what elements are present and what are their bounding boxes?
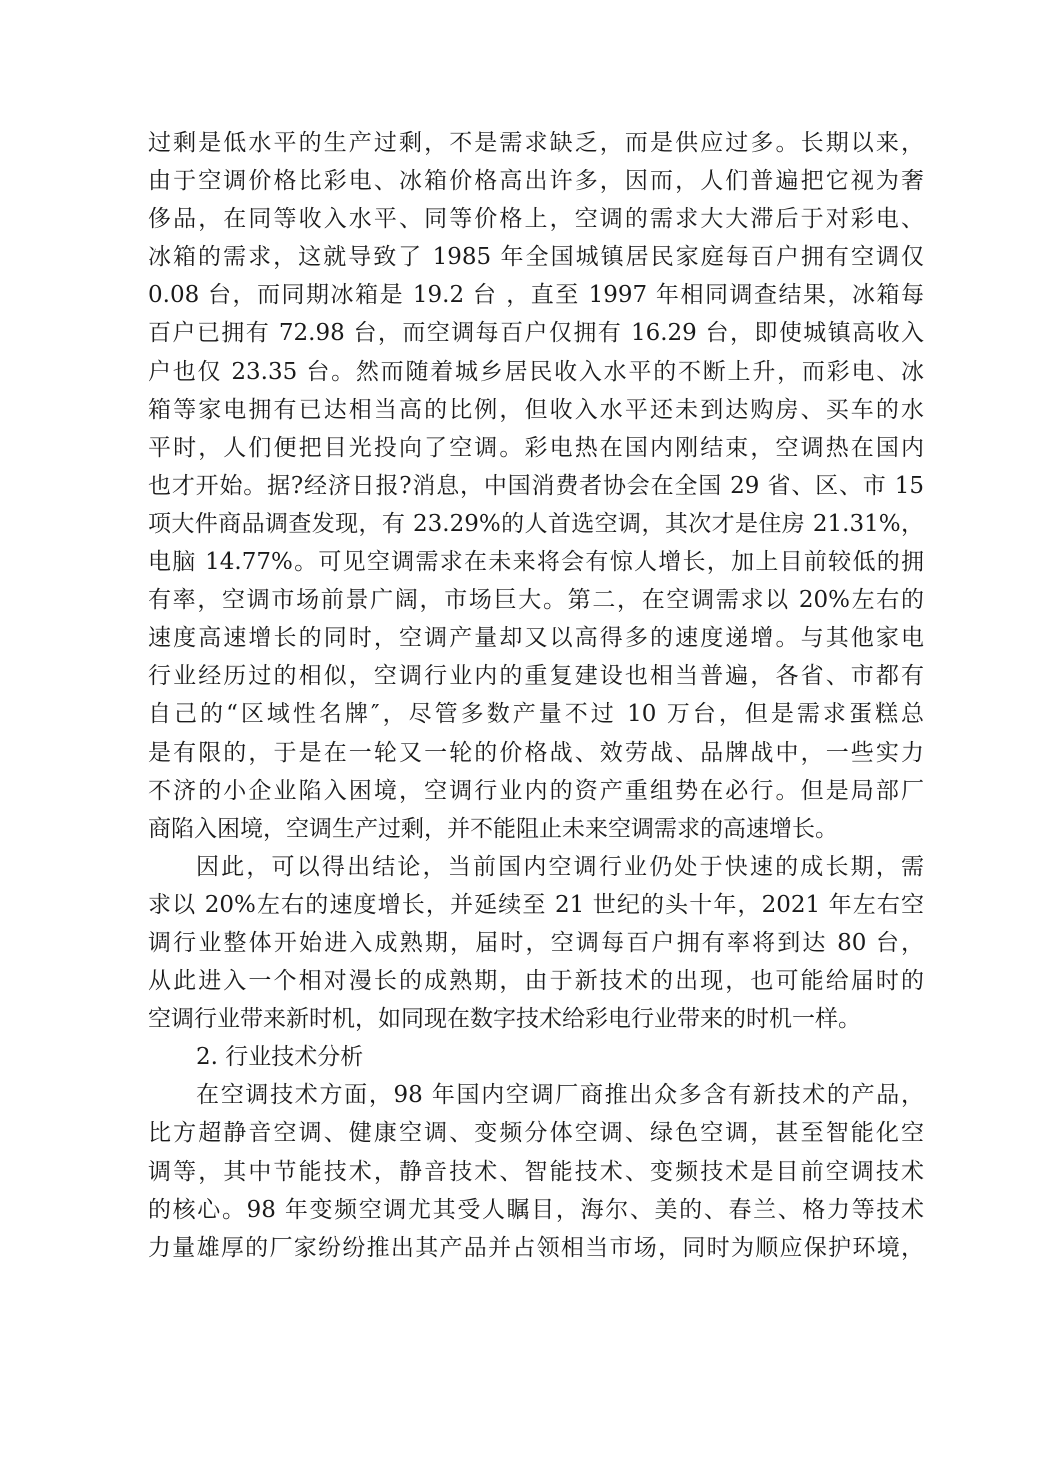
text-line: 电脑 14.77%。可见空调需求在未来将会有惊人增长，加上目前较低的拥 [148, 549, 924, 576]
text-line: 行业经历过的相似，空调行业内的重复建设也相当普遍，各省、市都有 [148, 663, 924, 690]
text-line: 也才开始。据?经济日报?消息，中国消费者协会在全国 29 省、区、市 15 [148, 472, 924, 499]
text-line: 过剩是低水平的生产过剩，不是需求缺乏，而是供应过多。长期以来， [148, 130, 924, 156]
text-line: 速度高速增长的同时，空调产量却又以高得多的速度递增。与其他家电 [148, 625, 924, 652]
text-line: 户也仅 23.35 台。然而随着城乡居民收入水平的不断上升，而彩电、冰 [148, 358, 924, 385]
text-line: 是有限的，于是在一轮又一轮的价格战、效劳战、品牌战中，一些实力 [148, 739, 924, 766]
text-line: 商陷入困境，空调生产过剩，并不能阻止未来空调需求的高速增长。 [148, 815, 838, 842]
text-line: 0.08 台，而同期冰箱是 19.2 台 ，直至 1997 年相同调查结果，冰箱每 [148, 282, 924, 309]
text-line: 不济的小企业陷入困境，空调行业内的资产重组势在必行。但是局部厂 [148, 777, 924, 804]
text-line: 比方超静音空调、健康空调、变频分体空调、绿色空调，甚至智能化空 [148, 1120, 924, 1147]
text-line: 的核心。98 年变频空调尤其受人瞩目，海尔、美的、春兰、格力等技术 [148, 1196, 924, 1223]
text-line: 平时，人们便把目光投向了空调。彩电热在国内刚结束，空调热在国内 [148, 434, 924, 461]
text-line: 百户已拥有 72.98 台，而空调每百户仅拥有 16.29 台，即使城镇高收入 [148, 320, 924, 347]
text-line: 因此，可以得出结论，当前国内空调行业仍处于快速的成长期，需 [196, 853, 924, 880]
body-text [148, 124, 924, 1267]
text-line: 求以 20%左右的速度增长，并延续至 21 世纪的头十年，2021 年左右空 [148, 891, 924, 918]
text-line: 自己的“区域性名牌″，尽管多数产量不过 10 万台，但是需求蛋糕总 [148, 701, 924, 728]
text-line: 从此进入一个相对漫长的成熟期，由于新技术的出现，也可能给届时的 [148, 968, 924, 995]
text-line: 调等，其中节能技术，静音技术、智能技术、变频技术是目前空调技术 [148, 1158, 924, 1185]
text-line: 有率，空调市场前景广阔，市场巨大。第二，在空调需求以 20%左右的 [148, 587, 924, 614]
text-line: 力量雄厚的厂家纷纷推出其产品并占领相当市场，同时为顺应保护环境， [148, 1234, 924, 1261]
text-line: 由于空调价格比彩电、冰箱价格高出许多，因而，人们普遍把它视为奢 [148, 168, 924, 195]
text-line: 冰箱的需求，这就导致了 1985 年全国城镇居民家庭每百户拥有空调仅 [148, 244, 924, 271]
text-line: 项大件商品调查发现，有 23.29%的人首选空调，其次才是住房 21.31%， [148, 510, 924, 537]
text-line: 2. 行业技术分析 [196, 1044, 364, 1071]
text-line: 调行业整体开始进入成熟期，届时，空调每百户拥有率将到达 80 台， [148, 929, 924, 956]
text-line: 侈品，在同等收入水平、同等价格上，空调的需求大大滞后于对彩电、 [148, 206, 924, 233]
text-line: 在空调技术方面，98 年国内空调厂商推出众多含有新技术的产品， [196, 1082, 924, 1109]
text-line: 空调行业带来新时机，如同现在数字技术给彩电行业带来的时机一样。 [148, 1006, 861, 1033]
text-line: 箱等家电拥有已达相当高的比例，但收入水平还未到达购房、买车的水 [148, 396, 924, 423]
